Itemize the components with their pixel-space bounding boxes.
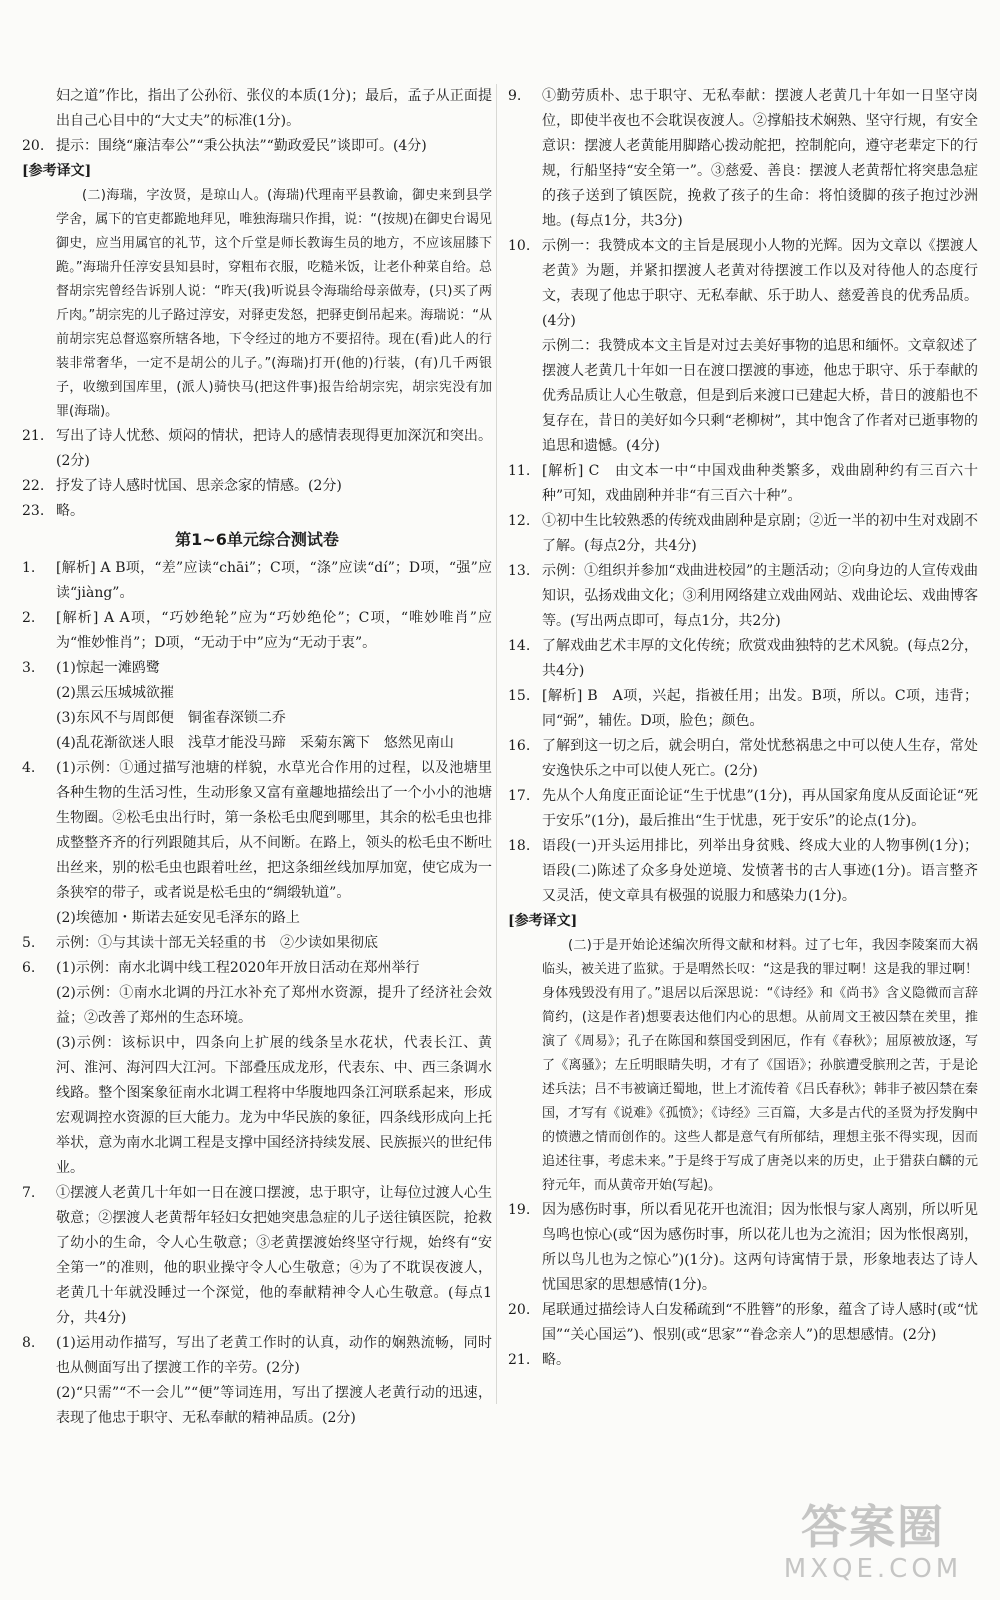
sub-answer: (3)东风不与周郎便 铜雀春深锁二乔 — [56, 710, 286, 726]
item-text: 抒发了诗人感时忧国、思亲念家的情感。(2分) — [56, 478, 342, 494]
item-number: 14. — [508, 638, 531, 654]
item-number: 3. — [22, 660, 36, 676]
item-number: 12. — [508, 513, 531, 529]
item-text: 示例：①与其读十部无关轻重的书 ②少读如果彻底 — [56, 935, 378, 951]
item-text: 略。 — [542, 1352, 570, 1368]
item-number: 22. — [22, 478, 45, 494]
answer-item-7 — [22, 1181, 492, 1331]
item-number: 1. — [22, 560, 36, 576]
item-text: ①摆渡人老黄几十年如一日在渡口摆渡，忠于职守，让每位过渡人心生敬意；②摆渡人老黄帮年轻妇女把她突患急症的儿子送往镇医院，抢救了幼小的生命，令人心生敬意；③老黄摆渡始终坚守行规，始终有“安全第一”的准则，他的职业操守令人心生敬意；④为了不耽误夜渡人，老黄几十年就没睡过一个深觉，他的奉献精神令人心生敬意。(每点1分，共4分) — [56, 1185, 492, 1326]
answer-item-6 — [22, 956, 492, 1181]
answer-item-12 — [508, 509, 978, 559]
item-text: 了解戏曲艺术丰厚的文化传统；欣赏戏曲独特的艺术风貌。(每点2分，共4分) — [542, 638, 978, 679]
item-number: 21. — [508, 1352, 531, 1368]
item-number: 11. — [508, 463, 531, 479]
item-number: 7. — [22, 1185, 36, 1201]
item-number: 8. — [22, 1335, 36, 1351]
item-number: 15. — [508, 688, 531, 704]
item-number: 19. — [508, 1202, 531, 1218]
item-text: 语段(一)开头运用排比，列举出身贫贱、终成大业的人物事例(1分)；语段(二)陈述了众多身处逆境、发愤著书的古人事迹(1分)。语言整齐又灵活，使文章具有极强的说服力和感染力(1分)。 — [542, 838, 978, 904]
sub-answer: (2)“只需”“不一会儿”“便”等词连用，写出了摆渡人老黄行动的迅速，表现了他忠于职守、无私奉献的精神品质。(2分) — [56, 1385, 492, 1426]
sub-answer: (1)运用动作描写，写出了老黄工作时的认真，动作的娴熟流畅，同时也从侧面写出了摆渡工作的辛劳。(2分) — [56, 1335, 492, 1376]
answer-item-16 — [508, 734, 978, 784]
answer-item-17 — [508, 784, 978, 834]
item-number: 5. — [22, 935, 36, 951]
item-text: [解析] A B项，“差”应读“chāi”；C项，“涤”应读“dí”；D项，“强”应读“jiàng”。 — [56, 560, 492, 601]
sub-answer: (2)埃德加・斯诺去延安见毛泽东的路上 — [56, 910, 300, 926]
answer-item-18 — [508, 834, 978, 909]
section-title: 第1~6单元综合测试卷 — [175, 530, 339, 549]
item-text: 了解到这一切之后，就会明白，常处忧愁祸患之中可以使人生存，常处安逸快乐之中可以使人死亡。(2分) — [542, 738, 978, 779]
item-number: 4. — [22, 760, 36, 776]
item-text: [解析] B A项，兴起，指被任用；出发。B项，所以。C项，违背；同“弼”，辅佐。D项，脸色；颜色。 — [542, 688, 978, 729]
item-number: 13. — [508, 563, 531, 579]
answer-item-19 — [508, 1198, 978, 1298]
answer-item-23 — [22, 499, 492, 524]
answer-item-20-b — [508, 1298, 978, 1348]
answer-item-10 — [508, 234, 978, 459]
item-number: 2. — [22, 610, 36, 626]
item-text: [解析] C 由文本一中“中国戏曲种类繁多，戏曲剧种约有三百六十种”可知，戏曲剧种并非“有三百六十种”。 — [542, 463, 978, 504]
item-text: 提示：围绕“廉洁奉公”“秉公执法”“勤政爱民”谈即可。(4分) — [56, 138, 427, 154]
sub-answer: 示例二：我赞成本文主旨是对过去美好事物的追思和缅怀。文章叙述了摆渡人老黄几十年如一日在渡口摆渡的事迹，他忠于职守、乐于奉献的优秀品质让人心生敬意，但是到后来渡口已建起大桥，昔日的渡船也不复存在，昔日的美好如今只剩“老柳树”，其中饱含了作者对已逝事物的追思和遗憾。(4分) — [542, 338, 978, 454]
watermark-url-text: MXQE.COM — [783, 1554, 963, 1584]
site-watermark — [768, 1500, 978, 1586]
left-column — [22, 84, 492, 1431]
item-number: 17. — [508, 788, 531, 804]
answer-item-21 — [22, 424, 492, 474]
item-number: 21. — [22, 428, 45, 444]
item-number: 20. — [22, 138, 45, 154]
answer-item-11 — [508, 459, 978, 509]
sub-answer: (4)乱花渐欲迷人眼 浅草才能没马蹄 采菊东篱下 悠然见南山 — [56, 735, 454, 751]
item-text: ①初中生比较熟悉的传统戏曲剧种是京剧；②近一半的初中生对戏剧不了解。(每点2分，共4分) — [542, 513, 978, 554]
answer-item-3 — [22, 656, 492, 756]
sub-answer: 示例一：我赞成本文的主旨是展现小人物的光辉。因为文章以《摆渡人老黄》为题，并紧扣摆渡人老黄对待摆渡工作以及对待他人的态度行文，表现了他忠于职守、无私奉献、乐于助人、慈爱善良的优秀品质。(4分) — [542, 238, 978, 329]
reference-translation-text: (二)海瑞，字汝贤，是琼山人。(海瑞)代理南平县教谕，御史来到县学学舍，属下的官吏都跪地拜见，唯独海瑞只作揖，说：“(按规)在御史台谒见御史，应当用属官的礼节，这个斤堂是师长教诲生员的地方，不应该屈膝下跪。”海瑞升任淳安县知县时，穿粗布衣服，吃糙米饭，让老仆种菜自给。总督胡宗宪曾经告诉别人说：“昨天(我)听说县令海瑞给母亲做寿，(只)买了两斤肉。”胡宗宪的儿子路过淳安，对驿吏发怒，把驿吏倒吊起来。海瑞说：“从前胡宗宪总督巡察所辖各地，下令经过的地方不要招待。现在(看)此人的行装非常奢华，一定不是胡公的儿子。”(海瑞)打开(他的)行装，(有)几千两银子，收缴到国库里，(派人)骑快马(把这件事)报告给胡宗宪，胡宗宪没有加罪(海瑞)。 — [56, 188, 492, 419]
item-text: ①勤劳质朴、忠于职守、无私奉献：摆渡人老黄几十年如一日坚守岗位，即使半夜也不会耽误夜渡人。②撑船技术娴熟、坚守行规，有安全意识：摆渡人老黄能用脚踏心拨动舵把，控制舵向，遵守老辈定下的行规，行船坚持“安全第一”。③慈爱、善良：摆渡人老黄帮忙将突患急症的孩子送到了镇医院，挽救了孩子的生命：将怕烫脚的孩子抱过沙洲地。(每点1分，共3分) — [542, 88, 978, 229]
answer-item-22 — [22, 474, 492, 499]
item-number: 10. — [508, 238, 531, 254]
reference-translation-label: [参考译文] — [508, 913, 578, 929]
answer-item-21-b — [508, 1348, 978, 1373]
answer-item-9 — [508, 84, 978, 234]
answer-item-20 — [22, 134, 492, 159]
item-number: 23. — [22, 503, 45, 519]
watermark-logo-text: 答案圈 — [801, 1500, 945, 1554]
item-text: 因为感伤时事，所以看见花开也流泪；因为怅恨与家人离别，所以听见鸟鸣也惊心(或“因为感伤时事，所以花儿也为之流泪；因为怅恨离别，所以鸟儿也为之惊心”)(1分)。这两句诗寓情于景，形象地表达了诗人忧国思家的思想感情(1分)。 — [542, 1202, 978, 1293]
answer-item-14 — [508, 634, 978, 684]
answer-item-8 — [22, 1331, 492, 1431]
item-number: 9. — [508, 88, 522, 104]
answer-continuation: 妇之道”作比，指出了公孙衍、张仪的本质(1分)；最后，孟子从正面提出自己心目中的“大丈夫”的标准(1分)。 — [56, 88, 492, 129]
answer-item-4 — [22, 756, 492, 931]
reference-translation-label: [参考译文] — [22, 163, 92, 179]
item-text: 尾联通过描绘诗人白发稀疏到“不胜簪”的形象，蕴含了诗人感时(或“忧国”“关心国运”)、恨别(或“思家”“眷念亲人”)的思想感情。(2分) — [542, 1302, 978, 1343]
answer-item-2 — [22, 606, 492, 656]
item-number: 6. — [22, 960, 36, 976]
column-divider — [496, 84, 497, 1404]
reference-translation-text: (二)于是开始论述编次所得文献和材料。过了七年，我因李陵案而大祸临头，被关进了监狱。于是喟然长叹：“这是我的罪过啊！这是我的罪过啊！身体残毁没有用了。”退居以后深思说：“《诗经》和《尚书》含义隐微而言辞简约，(这是作者)想要表达他们内心的思想。从前周文王被囚禁在羑里，推演了《周易》；孔子在陈国和蔡国受到困厄，作有《春秋》；屈原被放逐，写了《离骚》；左丘明眼睛失明，才有了《国语》；孙膑遭受膑刑之苦，于是论述兵法；吕不韦被谪迁蜀地，世上才流传着《吕氏春秋》；韩非子被囚禁在秦国，才写有《说难》《孤愤》；《诗经》三百篇，大多是古代的圣贤为抒发胸中的愤懑之情而创作的。这些人都是意气有所郁结，理想主张不得实现，因而追述往事，考虑未来。”于是终于写成了唐尧以来的历史，止于猎获白麟的元狩元年，而从黄帝开始(写起)。 — [542, 938, 978, 1193]
sub-answer: (2)黑云压城城欲摧 — [56, 685, 174, 701]
item-number: 18. — [508, 838, 531, 854]
sub-answer: (1)惊起一滩鸥鹭 — [56, 660, 160, 676]
answer-item-13 — [508, 559, 978, 634]
right-column — [508, 84, 978, 1373]
sub-answer: (1)示例：①通过描写池塘的样貌，水草光合作用的过程，以及池塘里各种生物的生活习性，生动形象又富有童趣地描绘出了一个小小的池塘生物圈。②松毛虫出行时，第一条松毛虫爬到哪里，其余的松毛虫也排成整整齐齐的行列跟随其后，从不间断。在路上，领头的松毛虫不断吐出丝来，别的松毛虫也跟着吐丝，把这条细丝线加厚加宽，使它成为一条狭窄的带子，或者说是松毛虫的“绸缎轨道”。 — [56, 760, 492, 901]
sub-answer: (2)示例：①南水北调的丹江水补充了郑州水资源，提升了经济社会效益；②改善了郑州的生态环境。 — [56, 985, 492, 1026]
item-text: 写出了诗人忧愁、烦闷的情状，把诗人的感情表现得更加深沉和突出。(2分) — [56, 428, 492, 469]
item-text: [解析] A A项，“巧妙绝轮”应为“巧妙绝伦”；C项，“唯妙唯肖”应为“惟妙惟肖”；D项，“无动于中”应为“无动于衷”。 — [56, 610, 492, 651]
item-text: 略。 — [56, 503, 84, 519]
item-text: 先从个人角度正面论证“生于忧患”(1分)，再从国家角度从反面论证“死于安乐”(1分)，最后推出“生于忧患，死于安乐”的论点(1分)。 — [542, 788, 978, 829]
sub-answer: (3)示例：该标识中，四条向上扩展的线条呈水花状，代表长江、黄河、淮河、海河四大江河。下部叠压成龙形，代表东、中、西三条调水线路。整个图案象征南水北调工程将中华腹地四条江河联系起来，形成宏观调控水资源的巨大能力。龙为中华民族的象征，四条线形成向上托举状，意为南水北调工程是支撑中国经济持续发展、民族振兴的世纪伟业。 — [56, 1035, 492, 1176]
item-text: 示例：①组织并参加“戏曲进校园”的主题活动；②向身边的人宣传戏曲知识，弘扬戏曲文化；③利用网络建立戏曲网站、戏曲论坛、戏曲博客等。(写出两点即可，每点1分，共2分) — [542, 563, 978, 629]
answer-item-5 — [22, 931, 492, 956]
sub-answer: (1)示例：南水北调中线工程2020年开放日活动在郑州举行 — [56, 960, 420, 976]
item-number: 20. — [508, 1302, 531, 1318]
answer-item-15 — [508, 684, 978, 734]
item-number: 16. — [508, 738, 531, 754]
answer-item-1 — [22, 556, 492, 606]
